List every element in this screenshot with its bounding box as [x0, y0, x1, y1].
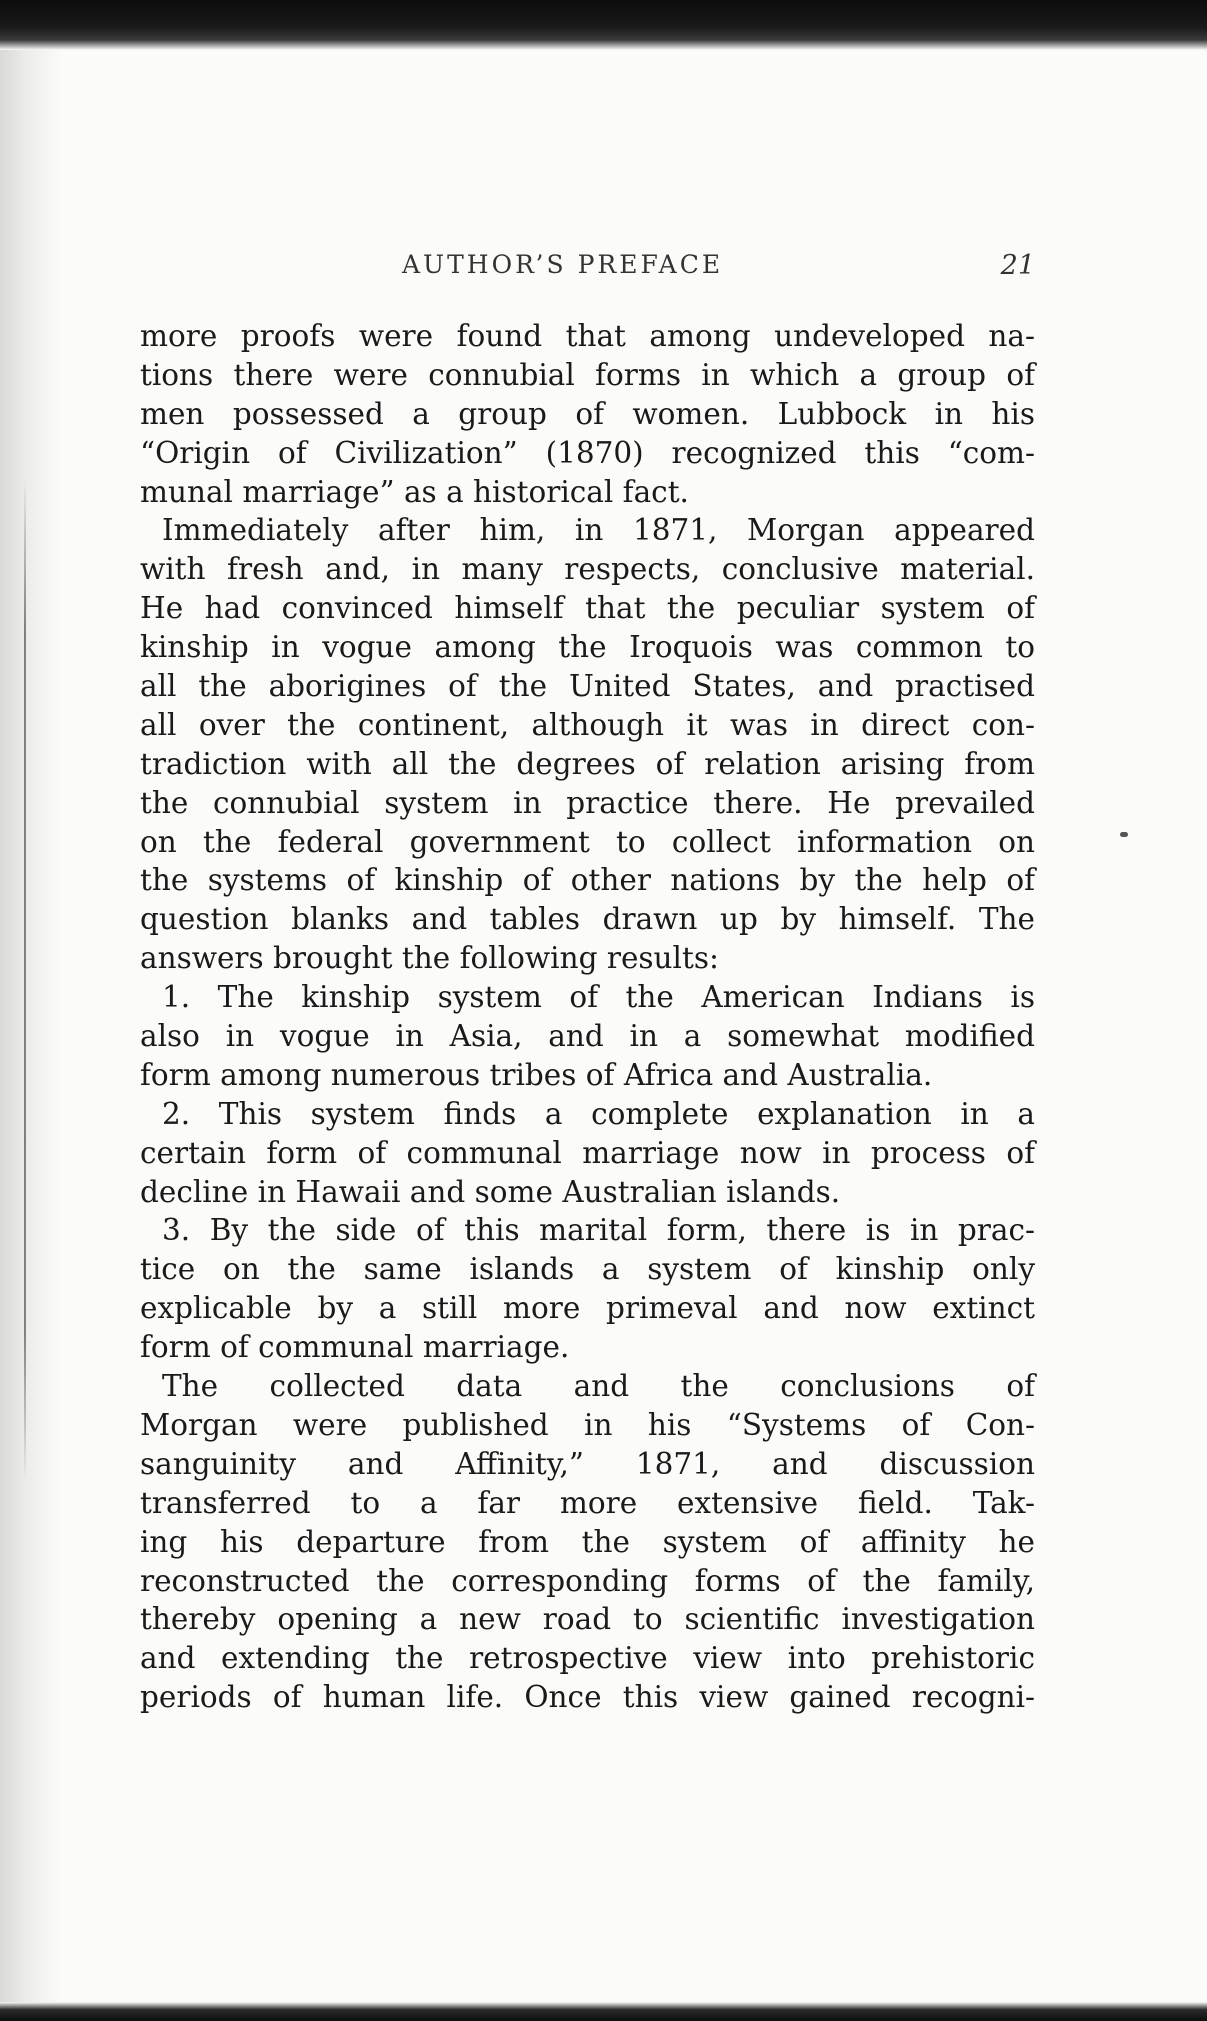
text-line: men possessed a group of women. Lubbock in his — [140, 396, 1035, 431]
text-line: reconstructed the corresponding forms of the family, — [140, 1563, 1035, 1598]
text-line: answers brought the following results: — [140, 941, 719, 976]
text-line: 2. This system finds a complete explanation in a — [162, 1096, 1035, 1131]
page-number: 21 — [1000, 250, 1035, 281]
text-line: munal marriage” as a historical fact. — [140, 474, 689, 509]
scan-bottom-edge — [0, 2002, 1207, 2021]
text-line: more proofs were found that among undeveloped na- — [140, 319, 1035, 353]
text-line: sanguinity and Affinity,” 1871, and discussion — [140, 1446, 1035, 1481]
text-line: tradiction with all the degrees of relation arising from — [140, 746, 1035, 781]
running-head-title: AUTHOR’S PREFACE — [402, 250, 724, 279]
text-line: The collected data and the conclusions of — [162, 1369, 1035, 1404]
text-line: 3. By the side of this marital form, there is in prac- — [162, 1213, 1035, 1248]
gutter-binding-line — [24, 480, 26, 1480]
text-line: He had convinced himself that the peculiar system of — [140, 591, 1035, 626]
text-line: periods of human life. Once this view gained recogni- — [140, 1680, 1035, 1715]
text-line: Morgan were published in his “Systems of Con- — [140, 1407, 1035, 1442]
text-line: with fresh and, in many respects, conclusive material. — [140, 552, 1035, 587]
text-line: tice on the same islands a system of kinship only — [140, 1252, 1035, 1287]
book-gutter-shadow — [0, 50, 60, 2002]
text-line: ing his departure from the system of affinity he — [140, 1524, 1035, 1559]
text-line: all over the continent, although it was in direct con- — [140, 707, 1035, 742]
text-line: decline in Hawaii and some Australian islands. — [140, 1174, 841, 1209]
text-line: transferred to a far more extensive field. Tak- — [140, 1485, 1035, 1520]
text-line: form among numerous tribes of Africa and Australia. — [140, 1057, 933, 1092]
text-line: also in vogue in Asia, and in a somewhat modified — [140, 1019, 1035, 1054]
text-line: certain form of communal marriage now in process of — [140, 1135, 1035, 1170]
body-text — [140, 317, 1035, 1717]
text-line: on the federal government to collect information on — [140, 824, 1035, 859]
text-line: thereby opening a new road to scientific investigation — [140, 1602, 1035, 1637]
text-line: all the aborigines of the United States, and practised — [140, 669, 1035, 704]
text-line: tions there were connubial forms in which a group of — [140, 357, 1035, 392]
text-line: 1. The kinship system of the American Indians is — [162, 980, 1035, 1015]
text-line: the connubial system in practice there. He prevailed — [140, 785, 1035, 820]
ink-speck — [1120, 832, 1128, 837]
scan-top-edge — [0, 0, 1207, 50]
text-line: question blanks and tables drawn up by himself. The — [140, 902, 1035, 937]
text-line: “Origin of Civilization” (1870) recognized this “com- — [140, 435, 1035, 470]
running-head — [140, 250, 1035, 286]
text-line: explicable by a still more primeval and now extinct — [140, 1291, 1035, 1326]
text-line: and extending the retrospective view into prehistoric — [140, 1641, 1035, 1676]
text-line: form of communal marriage. — [140, 1330, 570, 1365]
text-line: Immediately after him, in 1871, Morgan appeared — [162, 513, 1035, 548]
text-line: kinship in vogue among the Iroquois was common to — [140, 630, 1035, 665]
text-line: the systems of kinship of other nations by the help of — [140, 863, 1035, 898]
